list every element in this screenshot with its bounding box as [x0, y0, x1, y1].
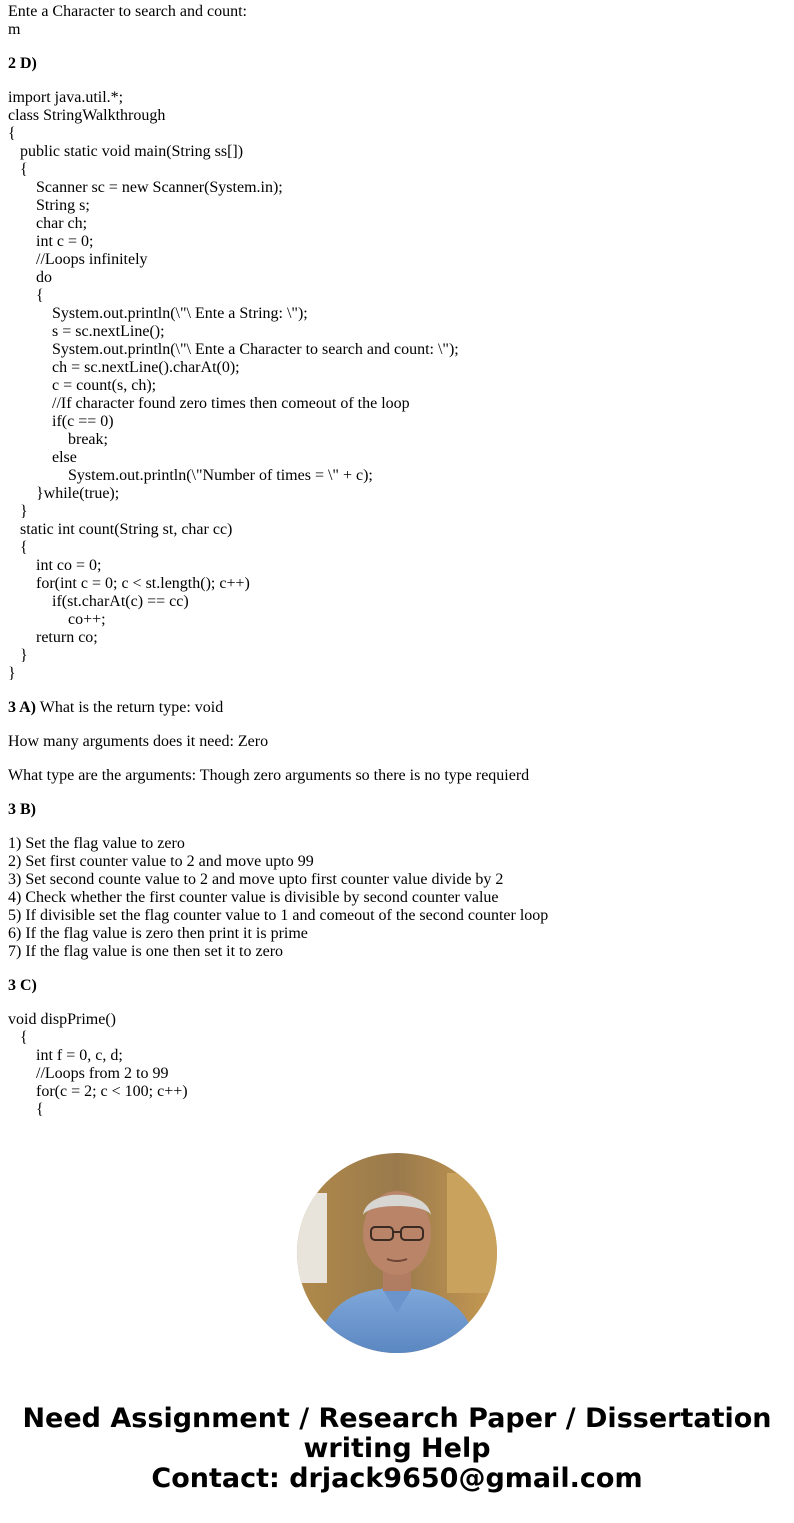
code-line: }: [8, 503, 28, 520]
banner-line-2: writing Help: [303, 1433, 491, 1464]
question-3a-text: What is the return type: void: [36, 699, 224, 716]
code-line: int co = 0;: [8, 557, 102, 574]
code-line: ch = sc.nextLine().charAt(0);: [8, 359, 240, 376]
step-item: 7) If the flag value is one then set it to zero: [8, 943, 284, 960]
code-line: for(c = 2; c < 100; c++): [8, 1083, 188, 1100]
contact-banner: [0, 1404, 794, 1494]
steps-list-3b: [8, 835, 788, 961]
code-block-2d: [8, 89, 788, 683]
question-3a-args: How many arguments does it need: Zero: [8, 733, 269, 750]
code-line: char ch;: [8, 215, 88, 232]
document-body: [8, 3, 788, 1123]
step-item: 4) Check whether the first counter value is divisible by second counter value: [8, 889, 499, 906]
code-line: {: [8, 161, 28, 178]
code-line: for(int c = 0; c < st.length(); c++): [8, 575, 250, 592]
code-block-3c: [8, 1011, 788, 1119]
code-line: {: [8, 539, 28, 556]
code-line: s = sc.nextLine();: [8, 323, 165, 340]
code-line: //If character found zero times then comeout of the loop: [8, 395, 410, 412]
code-line: void dispPrime(): [8, 1011, 116, 1028]
step-item: 6) If the flag value is zero then print it is prime: [8, 925, 308, 942]
question-3a-return-type: [8, 699, 788, 717]
banner-line-3: Contact: drjack9650@gmail.com: [151, 1463, 643, 1494]
step-item: 5) If divisible set the flag counter value to 1 and comeout of the second counter loop: [8, 907, 549, 924]
code-line: return co;: [8, 629, 98, 646]
code-line: int f = 0, c, d;: [8, 1047, 123, 1064]
code-line: }while(true);: [8, 485, 120, 502]
step-item: 2) Set first counter value to 2 and move upto 99: [8, 853, 314, 870]
code-line: c = count(s, ch);: [8, 377, 157, 394]
code-line: do: [8, 269, 52, 286]
code-line: public static void main(String ss[]): [8, 143, 244, 160]
code-line: System.out.println(\"Number of times = \" + c);: [8, 467, 373, 484]
intro-line-1: Ente a Character to search and count:: [8, 3, 247, 20]
code-line: import java.util.*;: [8, 89, 124, 106]
code-line: int c = 0;: [8, 233, 94, 250]
question-3a-types: What type are the arguments: Though zero arguments so there is no type requierd: [8, 767, 530, 784]
step-item: 1) Set the flag value to zero: [8, 835, 185, 852]
code-line: {: [8, 125, 16, 142]
code-line: {: [8, 1029, 28, 1046]
code-line: Scanner sc = new Scanner(System.in);: [8, 179, 283, 196]
code-line: class StringWalkthrough: [8, 107, 166, 124]
code-line: //Loops infinitely: [8, 251, 148, 268]
heading-3c: 3 C): [8, 977, 37, 994]
code-line: {: [8, 1101, 44, 1118]
code-line: else: [8, 449, 77, 466]
heading-2d: 2 D): [8, 55, 37, 72]
banner-line-1: Need Assignment / Research Paper / Dissertation: [22, 1403, 772, 1434]
code-line: {: [8, 287, 44, 304]
code-line: }: [8, 665, 16, 682]
code-line: }: [8, 647, 28, 664]
code-line: //Loops from 2 to 99: [8, 1065, 169, 1082]
code-line: break;: [8, 431, 108, 448]
code-line: if(st.charAt(c) == cc): [8, 593, 189, 610]
intro-line-2: m: [8, 21, 21, 38]
code-line: static int count(String st, char cc): [8, 521, 233, 538]
code-line: co++;: [8, 611, 106, 628]
code-line: System.out.println(\"\ Ente a Character to search and count: \");: [8, 341, 459, 358]
author-avatar: [297, 1153, 497, 1353]
code-line: System.out.println(\"\ Ente a String: \");: [8, 305, 308, 322]
code-line: if(c == 0): [8, 413, 114, 430]
author-photo: [297, 1153, 497, 1353]
question-3a-label: 3 A): [8, 699, 36, 716]
heading-3b: 3 B): [8, 801, 36, 818]
code-line: String s;: [8, 197, 90, 214]
step-item: 3) Set second counte value to 2 and move upto first counter value divide by 2: [8, 871, 504, 888]
